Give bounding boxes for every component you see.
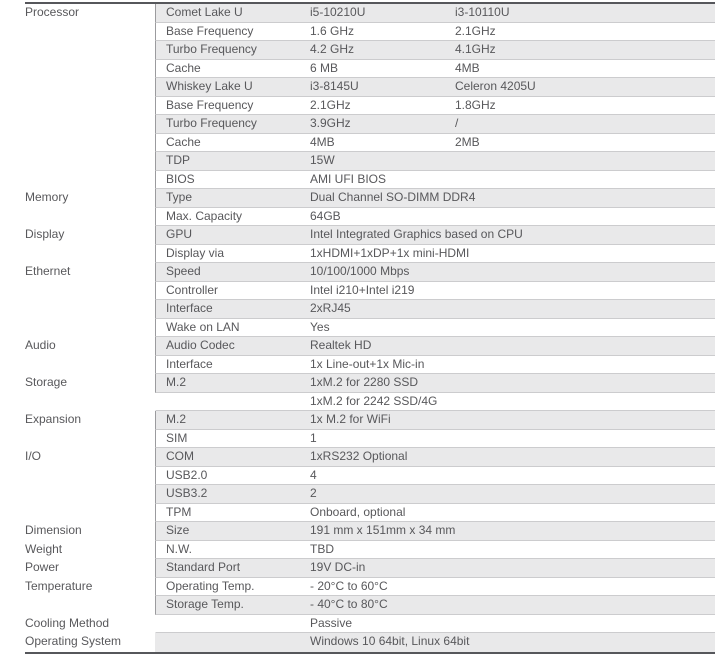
spec-row (25, 522, 715, 541)
spec-value-1: Realtek HD (310, 338, 372, 352)
category-label (25, 485, 155, 504)
spec-value-2 (455, 337, 715, 355)
spec-value-2 (455, 448, 715, 466)
spec-value-2 (455, 374, 715, 392)
spec-name: GPU (166, 227, 193, 241)
spec-name: Storage Temp. (166, 597, 244, 611)
spec-row-cells (155, 596, 715, 615)
spec-name: Base Frequency (166, 23, 254, 38)
category-label: Operating System (25, 633, 155, 652)
spec-row-cells (155, 337, 715, 356)
spec-row-cells (155, 134, 715, 153)
spec-value-1: 1x Line-out+1x Mic-in (310, 356, 425, 371)
category-label (25, 97, 155, 116)
spec-value-1: Yes (310, 319, 330, 334)
spec-value-1: AMI UFI BIOS (310, 171, 387, 186)
spec-value-2: 4MB (455, 60, 480, 75)
category-label: Cooling Method (25, 615, 155, 634)
spec-row (25, 263, 715, 282)
spec-value-2 (469, 245, 715, 263)
spec-value-1: Dual Channel SO-DIMM DDR4 (310, 190, 476, 204)
spec-row (25, 115, 715, 134)
spec-value-2 (455, 319, 715, 337)
spec-value-2: 2.1GHz (455, 23, 496, 38)
spec-value-1: 1xM.2 for 2280 SSD (310, 375, 419, 389)
spec-row-cells (155, 633, 715, 652)
spec-row (25, 541, 715, 560)
category-label (25, 467, 155, 486)
spec-row (25, 300, 715, 319)
spec-row-cells (155, 411, 715, 430)
category-label (25, 171, 155, 190)
spec-value-1: 1x M.2 for WiFi (310, 412, 391, 426)
spec-value-2 (455, 208, 715, 226)
category-label (25, 134, 155, 153)
spec-value-1: i3-8145U (310, 79, 359, 93)
spec-row-cells (155, 522, 715, 541)
spec-value-1: 3.9GHz (310, 116, 351, 130)
spec-value-2 (475, 189, 715, 207)
spec-value-1: 2 (310, 486, 317, 500)
spec-name: Turbo Frequency (166, 42, 257, 56)
spec-row-cells (155, 393, 715, 412)
spec-row (25, 504, 715, 523)
category-label (25, 60, 155, 79)
category-label (25, 430, 155, 449)
spec-row-cells (155, 467, 715, 486)
spec-row-cells (155, 282, 715, 301)
spec-row (25, 615, 715, 634)
spec-value-1: 191 mm x 151mm x 34 mm (310, 523, 456, 537)
spec-name: Comet Lake U (166, 5, 243, 19)
spec-value-1: 15W (310, 153, 335, 167)
spec-value-1: 19V DC-in (310, 560, 366, 574)
spec-value-1: Passive (310, 615, 353, 630)
spec-row (25, 467, 715, 486)
spec-value-1: 1 (310, 430, 317, 445)
category-label: Ethernet (25, 263, 155, 282)
spec-name (156, 393, 310, 411)
spec-row (25, 189, 715, 208)
spec-row (25, 633, 715, 652)
spec-row (25, 430, 715, 449)
spec-name: Cache (166, 60, 201, 75)
spec-row-cells (155, 245, 715, 264)
spec-value-2 (455, 411, 715, 429)
category-label: Weight (25, 541, 155, 560)
spec-name: Operating Temp. (166, 578, 255, 593)
spec-row (25, 337, 715, 356)
category-label (25, 282, 155, 301)
spec-value-2: 4.1GHz (455, 42, 496, 56)
spec-name (156, 633, 310, 652)
spec-row (25, 171, 715, 190)
spec-value-1: TBD (310, 541, 334, 556)
spec-row-cells (155, 23, 715, 42)
spec-name: Speed (166, 264, 201, 278)
spec-name: TDP (166, 153, 190, 167)
category-label: Audio (25, 337, 155, 356)
category-label (25, 41, 155, 60)
category-label (25, 300, 155, 319)
spec-name: Wake on LAN (166, 319, 240, 334)
spec-row-cells (155, 208, 715, 227)
spec-row (25, 319, 715, 338)
spec-row (25, 4, 715, 23)
spec-value-2: Celeron 4205U (455, 79, 536, 93)
spec-value-1: Onboard, optional (310, 504, 406, 519)
spec-value-1: 1xM.2 for 2242 SSD/4G (310, 393, 438, 408)
spec-row (25, 448, 715, 467)
spec-name: COM (166, 449, 194, 463)
spec-row-cells (155, 60, 715, 79)
spec-value-1: 4 (310, 467, 317, 482)
spec-name: Base Frequency (166, 97, 254, 112)
spec-row (25, 134, 715, 153)
spec-name: M.2 (166, 412, 187, 426)
spec-name: Interface (166, 356, 213, 371)
spec-value-2 (455, 559, 715, 577)
spec-row (25, 97, 715, 116)
spec-name: USB2.0 (166, 467, 208, 482)
spec-value-2 (455, 485, 715, 503)
spec-name: Audio Codec (166, 338, 235, 352)
spec-row-cells (155, 615, 715, 634)
spec-value-2 (523, 226, 715, 244)
spec-value-1: - 20°C to 60°C (310, 578, 388, 593)
spec-name: TPM (166, 504, 192, 519)
spec-value-2 (455, 615, 715, 633)
spec-row (25, 485, 715, 504)
spec-value-1: 6 MB (310, 60, 339, 75)
spec-row (25, 226, 715, 245)
category-label: Display (25, 226, 155, 245)
spec-value-2 (455, 430, 715, 448)
spec-value-2 (455, 356, 715, 374)
spec-name: Display via (166, 245, 225, 260)
spec-value-2 (455, 467, 715, 485)
spec-value-2: 1.8GHz (455, 97, 496, 112)
spec-row (25, 393, 715, 412)
spec-row-cells (155, 97, 715, 116)
spec-name (156, 615, 310, 633)
category-label: I/O (25, 448, 155, 467)
spec-value-2 (455, 171, 715, 189)
category-label: Storage (25, 374, 155, 393)
spec-value-1: Windows 10 64bit, Linux 64bit (310, 634, 470, 648)
spec-row-cells (155, 541, 715, 560)
spec-row (25, 245, 715, 264)
spec-name: Cache (166, 134, 201, 149)
category-label (25, 245, 155, 264)
spec-row-cells (155, 559, 715, 578)
category-label (25, 596, 155, 615)
spec-value-2 (455, 578, 715, 596)
spec-value-1: 10/100/1000 Mbps (310, 264, 410, 278)
spec-value-1: 1xRS232 Optional (310, 449, 408, 463)
spec-row-cells (155, 152, 715, 171)
spec-row-cells (155, 448, 715, 467)
spec-row (25, 282, 715, 301)
category-label (25, 23, 155, 42)
category-label (25, 319, 155, 338)
spec-value-1: 1.6 GHz (310, 23, 355, 38)
spec-value-1: 4MB (310, 134, 335, 149)
spec-name: Interface (166, 301, 213, 315)
spec-row-cells (155, 504, 715, 523)
spec-value-2 (455, 300, 715, 318)
category-label: Dimension (25, 522, 155, 541)
spec-row (25, 559, 715, 578)
spec-value-1: 2.1GHz (310, 97, 351, 112)
category-label: Temperature (25, 578, 155, 597)
spec-row-cells (155, 319, 715, 338)
category-label (25, 504, 155, 523)
category-label (25, 78, 155, 97)
spec-row-cells (155, 4, 715, 23)
category-label (25, 152, 155, 171)
spec-value-2 (455, 393, 715, 411)
category-label: Memory (25, 189, 155, 208)
spec-value-1: 1xHDMI+1xDP+1x mini-HDMI (310, 245, 470, 260)
spec-row-cells (155, 485, 715, 504)
spec-value-2 (455, 152, 715, 170)
spec-name: BIOS (166, 171, 195, 186)
spec-name: N.W. (166, 541, 192, 556)
spec-value-1: 64GB (310, 208, 341, 223)
spec-name: Max. Capacity (166, 208, 243, 223)
spec-value-2 (455, 263, 715, 281)
spec-value-2 (455, 504, 715, 522)
spec-name: SIM (166, 430, 188, 445)
spec-row-cells (155, 430, 715, 449)
spec-name: USB3.2 (166, 486, 208, 500)
category-label (25, 393, 155, 412)
spec-row (25, 411, 715, 430)
spec-row (25, 152, 715, 171)
spec-row-cells (155, 189, 715, 208)
spec-value-2 (455, 596, 715, 614)
category-label (25, 208, 155, 227)
spec-row-cells (155, 300, 715, 319)
spec-table (25, 2, 715, 654)
category-label (25, 115, 155, 134)
spec-value-2 (455, 522, 715, 540)
spec-value-2 (455, 541, 715, 559)
spec-row (25, 596, 715, 615)
spec-row (25, 41, 715, 60)
spec-value-1: i5-10210U (310, 5, 366, 19)
spec-name: Size (166, 523, 190, 537)
spec-value-1: - 40°C to 80°C (310, 597, 388, 611)
spec-row (25, 356, 715, 375)
spec-value-2 (455, 282, 715, 300)
spec-row-cells (155, 115, 715, 134)
spec-row (25, 374, 715, 393)
spec-value-1: Intel i210+Intel i219 (310, 282, 415, 297)
spec-row-cells (155, 78, 715, 97)
spec-value-2: i3-10110U (455, 5, 510, 19)
spec-row-cells (155, 374, 715, 393)
spec-name: Standard Port (166, 560, 241, 574)
spec-row (25, 208, 715, 227)
spec-name: Type (166, 190, 193, 204)
spec-name: Controller (166, 282, 219, 297)
spec-row-cells (155, 41, 715, 60)
spec-row (25, 60, 715, 79)
spec-value-1: 4.2 GHz (310, 42, 355, 56)
spec-row (25, 78, 715, 97)
spec-value-2: / (455, 116, 459, 130)
spec-value-1: 2xRJ45 (310, 301, 351, 315)
category-label: Expansion (25, 411, 155, 430)
spec-value-2: 2MB (455, 134, 480, 149)
category-label: Power (25, 559, 155, 578)
spec-value-1: Intel Integrated Graphics based on CPU (310, 227, 523, 241)
spec-value-2 (469, 633, 715, 652)
spec-row-cells (155, 578, 715, 597)
spec-name: Whiskey Lake U (166, 79, 253, 93)
spec-row (25, 578, 715, 597)
spec-name: Turbo Frequency (166, 116, 257, 130)
spec-row-cells (155, 356, 715, 375)
spec-name: M.2 (166, 375, 187, 389)
category-label (25, 356, 155, 375)
spec-row-cells (155, 171, 715, 190)
spec-row-cells (155, 263, 715, 282)
spec-row (25, 23, 715, 42)
spec-row-cells (155, 226, 715, 245)
category-label: Processor (25, 4, 155, 23)
